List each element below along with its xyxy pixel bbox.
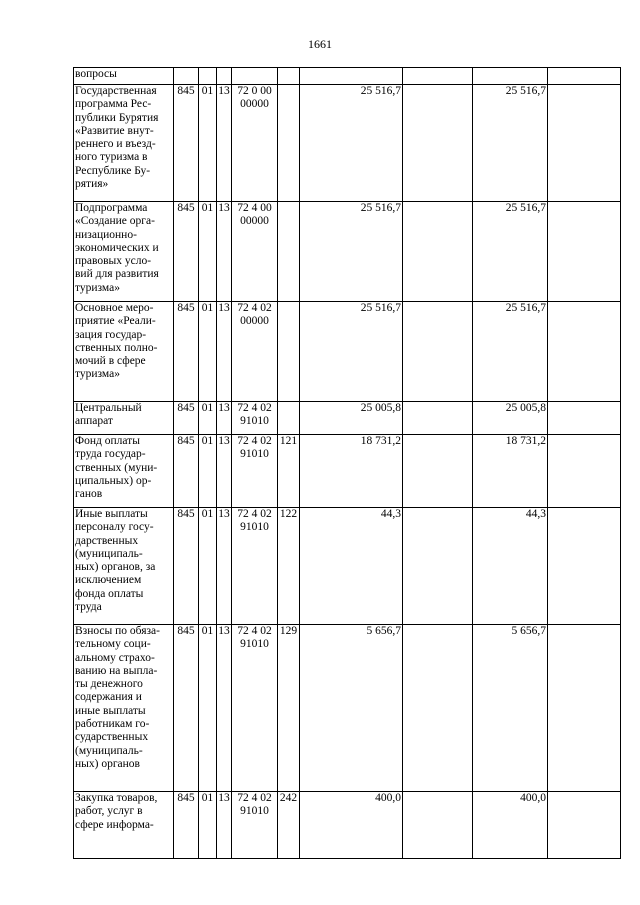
section-code-cell	[199, 68, 217, 85]
ministry-code-cell: 845	[174, 435, 199, 508]
empty-column-cell	[548, 85, 621, 202]
amount-cell	[300, 68, 403, 85]
expense-type-cell	[278, 85, 300, 202]
empty-column-cell	[548, 402, 621, 435]
section-code-cell: 01	[199, 625, 217, 792]
page-number: 1661	[308, 37, 332, 51]
expense-type-cell	[278, 202, 300, 302]
target-article-cell: 72 4 02 91010	[232, 402, 278, 435]
amount-extra-cell	[403, 625, 473, 792]
row-name-cell: Закупка товаров, работ, услуг в сфере информа-	[74, 792, 174, 859]
section-code-cell: 01	[199, 302, 217, 402]
amount-total-cell: 5 656,7	[473, 625, 548, 792]
ministry-code-cell	[174, 68, 199, 85]
amount-total-cell: 25 516,7	[473, 302, 548, 402]
table-row	[74, 402, 621, 435]
table-row	[74, 792, 621, 859]
ministry-code-cell: 845	[174, 202, 199, 302]
expense-type-cell: 242	[278, 792, 300, 859]
target-article-cell: 72 4 02 91010	[232, 508, 278, 625]
expense-type-cell: 121	[278, 435, 300, 508]
subsection-code-cell: 13	[217, 85, 232, 202]
target-article-cell: 72 4 00 00000	[232, 202, 278, 302]
section-code-cell: 01	[199, 435, 217, 508]
amount-cell: 44,3	[300, 508, 403, 625]
table-row	[74, 68, 621, 85]
amount-cell: 25 516,7	[300, 302, 403, 402]
target-article-cell	[232, 68, 278, 85]
row-name-cell: Фонд оплаты труда государ- ственных (муни- ципальных) ор- ганов	[74, 435, 174, 508]
section-code-cell: 01	[199, 792, 217, 859]
amount-total-cell: 25 516,7	[473, 85, 548, 202]
empty-column-cell	[548, 508, 621, 625]
subsection-code-cell: 13	[217, 508, 232, 625]
target-article-cell: 72 4 02 00000	[232, 302, 278, 402]
amount-cell: 400,0	[300, 792, 403, 859]
table-row	[74, 625, 621, 792]
amount-cell: 25 516,7	[300, 85, 403, 202]
amount-cell: 18 731,2	[300, 435, 403, 508]
amount-extra-cell	[403, 202, 473, 302]
expense-type-cell: 129	[278, 625, 300, 792]
empty-column-cell	[548, 625, 621, 792]
subsection-code-cell: 13	[217, 435, 232, 508]
row-name-cell: Подпрограмма «Создание орга- низационно- экономических и правовых усло- вий для развития туризма»	[74, 202, 174, 302]
ministry-code-cell: 845	[174, 402, 199, 435]
table-row	[74, 302, 621, 402]
table-row	[74, 85, 621, 202]
amount-total-cell: 400,0	[473, 792, 548, 859]
amount-extra-cell	[403, 85, 473, 202]
amount-total-cell: 44,3	[473, 508, 548, 625]
target-article-cell: 72 4 02 91010	[232, 792, 278, 859]
target-article-cell: 72 4 02 91010	[232, 435, 278, 508]
row-name-cell: Иные выплаты персоналу госу- дарственных (муниципаль- ных) органов, за исключением фонда оплаты труда	[74, 508, 174, 625]
amount-extra-cell	[403, 792, 473, 859]
amount-cell: 25 516,7	[300, 202, 403, 302]
ministry-code-cell: 845	[174, 85, 199, 202]
section-code-cell: 01	[199, 508, 217, 625]
empty-column-cell	[548, 302, 621, 402]
empty-column-cell	[548, 792, 621, 859]
row-name-cell: вопросы	[74, 68, 174, 85]
target-article-cell: 72 4 02 91010	[232, 625, 278, 792]
empty-column-cell	[548, 435, 621, 508]
target-article-cell: 72 0 00 00000	[232, 85, 278, 202]
ministry-code-cell: 845	[174, 625, 199, 792]
subsection-code-cell: 13	[217, 402, 232, 435]
row-name-cell: Взносы по обяза- тельному соци- альному страхо- ванию на выпла- ты денежного содержания и иные выплаты работникам го- сударственных (муниципаль- ных) органов	[74, 625, 174, 792]
table-row	[74, 202, 621, 302]
amount-extra-cell	[403, 68, 473, 85]
row-name-cell: Основное меро- приятие «Реали- зация государ- ственных полно- мочий в сфере туризма»	[74, 302, 174, 402]
amount-total-cell: 25 005,8	[473, 402, 548, 435]
budget-table	[73, 67, 621, 859]
amount-extra-cell	[403, 435, 473, 508]
amount-total-cell: 25 516,7	[473, 202, 548, 302]
expense-type-cell	[278, 68, 300, 85]
section-code-cell: 01	[199, 202, 217, 302]
section-code-cell: 01	[199, 85, 217, 202]
subsection-code-cell: 13	[217, 792, 232, 859]
table-row	[74, 435, 621, 508]
amount-cell: 25 005,8	[300, 402, 403, 435]
section-code-cell: 01	[199, 402, 217, 435]
subsection-code-cell: 13	[217, 302, 232, 402]
subsection-code-cell: 13	[217, 625, 232, 792]
ministry-code-cell: 845	[174, 508, 199, 625]
amount-extra-cell	[403, 508, 473, 625]
expense-type-cell: 122	[278, 508, 300, 625]
subsection-code-cell	[217, 68, 232, 85]
subsection-code-cell: 13	[217, 202, 232, 302]
row-name-cell: Государственная программа Рес- публики Бурятия «Развитие внут- реннего и въезд- ного туризма в Республике Бу- рятия»	[74, 85, 174, 202]
empty-column-cell	[548, 68, 621, 85]
amount-total-cell: 18 731,2	[473, 435, 548, 508]
row-name-cell: Центральный аппарат	[74, 402, 174, 435]
amount-extra-cell	[403, 302, 473, 402]
amount-total-cell	[473, 68, 548, 85]
expense-type-cell	[278, 402, 300, 435]
ministry-code-cell: 845	[174, 792, 199, 859]
empty-column-cell	[548, 202, 621, 302]
ministry-code-cell: 845	[174, 302, 199, 402]
amount-extra-cell	[403, 402, 473, 435]
expense-type-cell	[278, 302, 300, 402]
table-row	[74, 508, 621, 625]
amount-cell: 5 656,7	[300, 625, 403, 792]
